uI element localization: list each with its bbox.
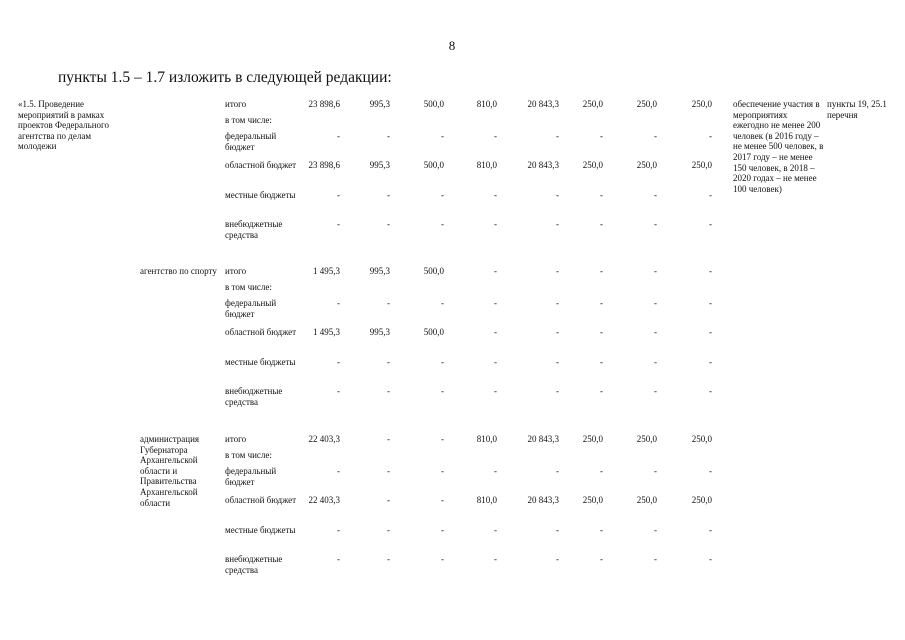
table-cell: - bbox=[654, 525, 657, 535]
table-cell: - bbox=[709, 131, 712, 141]
table-cell: 22 403,3 bbox=[308, 495, 340, 505]
table-cell: - bbox=[654, 386, 657, 396]
table-cell: - bbox=[556, 525, 559, 535]
table-cell: - bbox=[709, 298, 712, 308]
table-cell: - bbox=[556, 386, 559, 396]
table-cell: - bbox=[600, 386, 603, 396]
row-label: внебюджетные средства bbox=[225, 554, 283, 575]
row-label: областной бюджет bbox=[225, 327, 297, 337]
row-label: местные бюджеты bbox=[225, 525, 296, 535]
table-cell: 995,3 bbox=[369, 327, 390, 337]
table-cell: - bbox=[494, 357, 497, 367]
table-cell: - bbox=[600, 131, 603, 141]
row-label: итого bbox=[225, 434, 247, 444]
table-cell: - bbox=[387, 554, 390, 564]
row-label: в том числе: bbox=[225, 282, 272, 292]
table-cell: 250,0 bbox=[691, 99, 712, 109]
table-cell: - bbox=[441, 386, 444, 396]
table-cell: - bbox=[600, 466, 603, 476]
table-cell: - bbox=[654, 357, 657, 367]
table-cell: - bbox=[556, 219, 559, 229]
table-cell: - bbox=[709, 357, 712, 367]
agency-name: агентство по спорту bbox=[140, 266, 217, 276]
table-cell: - bbox=[654, 327, 657, 337]
table-cell: - bbox=[494, 298, 497, 308]
table-cell: - bbox=[441, 190, 444, 200]
row-label: внебюджетные средства bbox=[225, 386, 283, 407]
table-cell: 20 843,3 bbox=[527, 495, 559, 505]
row-label: федеральный бюджет bbox=[225, 466, 277, 487]
table-cell: 22 403,3 bbox=[308, 434, 340, 444]
table-cell: - bbox=[441, 466, 444, 476]
table-cell: - bbox=[709, 466, 712, 476]
table-cell: - bbox=[337, 525, 340, 535]
table-cell: - bbox=[494, 525, 497, 535]
table-cell: - bbox=[494, 266, 497, 276]
table-cell: - bbox=[600, 357, 603, 367]
table-cell: 250,0 bbox=[582, 99, 603, 109]
table-cell: - bbox=[387, 466, 390, 476]
row-label: местные бюджеты bbox=[225, 190, 296, 200]
table-cell: 23 898,6 bbox=[308, 160, 340, 170]
row-label: местные бюджеты bbox=[225, 357, 296, 367]
row-label: итого bbox=[225, 266, 247, 276]
table-cell: - bbox=[441, 554, 444, 564]
table-cell: - bbox=[494, 327, 497, 337]
table-cell: - bbox=[387, 190, 390, 200]
table-cell: - bbox=[494, 466, 497, 476]
table-cell: - bbox=[441, 434, 444, 444]
row-label: федеральный бюджет bbox=[225, 131, 277, 152]
table-cell: 250,0 bbox=[582, 495, 603, 505]
measure-title: «1.5. Проведение мероприятий в рамках проектов Федерального агентства по делам молодежи bbox=[18, 99, 110, 152]
table-cell: - bbox=[556, 298, 559, 308]
table-cell: - bbox=[441, 525, 444, 535]
table-cell: - bbox=[654, 190, 657, 200]
table-cell: - bbox=[494, 386, 497, 396]
table-cell: 810,0 bbox=[476, 160, 497, 170]
table-cell: - bbox=[709, 554, 712, 564]
table-cell: - bbox=[600, 190, 603, 200]
table-cell: - bbox=[441, 357, 444, 367]
table-cell: 500,0 bbox=[423, 160, 444, 170]
row-label: внебюджетные средства bbox=[225, 219, 283, 240]
table-cell: - bbox=[654, 266, 657, 276]
table-cell: 995,3 bbox=[369, 99, 390, 109]
table-cell: 810,0 bbox=[476, 434, 497, 444]
table-cell: - bbox=[654, 466, 657, 476]
table-cell: - bbox=[556, 327, 559, 337]
table-cell: - bbox=[654, 554, 657, 564]
table-cell: - bbox=[494, 190, 497, 200]
table-cell: - bbox=[387, 525, 390, 535]
table-cell: - bbox=[709, 190, 712, 200]
table-cell: 250,0 bbox=[691, 434, 712, 444]
table-cell: - bbox=[387, 495, 390, 505]
table-cell: - bbox=[441, 298, 444, 308]
row-label: областной бюджет bbox=[225, 495, 297, 505]
table-cell: 500,0 bbox=[423, 327, 444, 337]
table-cell: - bbox=[337, 357, 340, 367]
table-cell: - bbox=[337, 190, 340, 200]
table-cell: - bbox=[556, 554, 559, 564]
table-cell: - bbox=[600, 327, 603, 337]
table-cell: - bbox=[556, 466, 559, 476]
table-cell: - bbox=[337, 298, 340, 308]
table-cell: 250,0 bbox=[636, 495, 657, 505]
table-cell: 250,0 bbox=[582, 434, 603, 444]
table-cell: - bbox=[387, 434, 390, 444]
table-cell: - bbox=[556, 357, 559, 367]
table-cell: - bbox=[709, 525, 712, 535]
table-cell: 500,0 bbox=[423, 99, 444, 109]
table-cell: 250,0 bbox=[691, 495, 712, 505]
reference: пункты 19, 25.1 перечня bbox=[827, 99, 887, 120]
table-cell: - bbox=[600, 219, 603, 229]
agency-name: администрация Губернатора Архангельской области и Правительства Архангельской области bbox=[140, 434, 200, 508]
table-cell: 250,0 bbox=[636, 434, 657, 444]
table-cell: 23 898,6 bbox=[308, 99, 340, 109]
table-cell: 995,3 bbox=[369, 266, 390, 276]
table-cell: - bbox=[441, 131, 444, 141]
table-cell: - bbox=[387, 357, 390, 367]
table-cell: - bbox=[600, 525, 603, 535]
table-cell: 810,0 bbox=[476, 99, 497, 109]
table-cell: 20 843,3 bbox=[527, 434, 559, 444]
table-cell: - bbox=[494, 131, 497, 141]
table-cell: - bbox=[441, 495, 444, 505]
row-label: итого bbox=[225, 99, 247, 109]
table-cell: - bbox=[556, 131, 559, 141]
table-cell: - bbox=[494, 219, 497, 229]
table-cell: 250,0 bbox=[636, 160, 657, 170]
table-cell: - bbox=[387, 386, 390, 396]
table-cell: - bbox=[709, 219, 712, 229]
table-cell: - bbox=[709, 266, 712, 276]
table-cell: - bbox=[337, 386, 340, 396]
table-cell: - bbox=[600, 298, 603, 308]
table-cell: 20 843,3 bbox=[527, 160, 559, 170]
table-cell: - bbox=[654, 131, 657, 141]
table-cell: 995,3 bbox=[369, 160, 390, 170]
table-cell: - bbox=[337, 554, 340, 564]
table-cell: - bbox=[556, 266, 559, 276]
row-label: в том числе: bbox=[225, 450, 272, 460]
row-label: федеральный бюджет bbox=[225, 298, 277, 319]
expected-result: обеспечение участия в мероприятиях ежегодно не менее 200 человек (в 2016 году – не менее 500 человек, в 2017 году – не менее 150 человек, в 2018 – 2020 годах – не менее 100 человек) bbox=[733, 99, 824, 194]
table-cell: - bbox=[600, 554, 603, 564]
table-cell: - bbox=[337, 466, 340, 476]
page-number: 8 bbox=[448, 38, 456, 53]
row-label: областной бюджет bbox=[225, 160, 297, 170]
row-label: в том числе: bbox=[225, 115, 272, 125]
table-cell: - bbox=[337, 131, 340, 141]
table-cell: 500,0 bbox=[423, 266, 444, 276]
table-cell: 810,0 bbox=[476, 495, 497, 505]
table-cell: 1 495,3 bbox=[313, 327, 340, 337]
table-cell: 1 495,3 bbox=[313, 266, 340, 276]
table-cell: - bbox=[709, 386, 712, 396]
table-cell: - bbox=[387, 131, 390, 141]
table-cell: 20 843,3 bbox=[527, 99, 559, 109]
table-cell: 250,0 bbox=[636, 99, 657, 109]
table-cell: - bbox=[387, 219, 390, 229]
table-cell: - bbox=[654, 298, 657, 308]
table-cell: 250,0 bbox=[691, 160, 712, 170]
table-cell: - bbox=[556, 190, 559, 200]
heading: пункты 1.5 – 1.7 изложить в следующей редакции: bbox=[58, 69, 392, 86]
table-cell: - bbox=[337, 219, 340, 229]
table-cell: - bbox=[387, 298, 390, 308]
table-cell: - bbox=[709, 327, 712, 337]
table-cell: 250,0 bbox=[582, 160, 603, 170]
table-cell: - bbox=[494, 554, 497, 564]
table-cell: - bbox=[441, 219, 444, 229]
table-cell: - bbox=[600, 266, 603, 276]
table-cell: - bbox=[654, 219, 657, 229]
